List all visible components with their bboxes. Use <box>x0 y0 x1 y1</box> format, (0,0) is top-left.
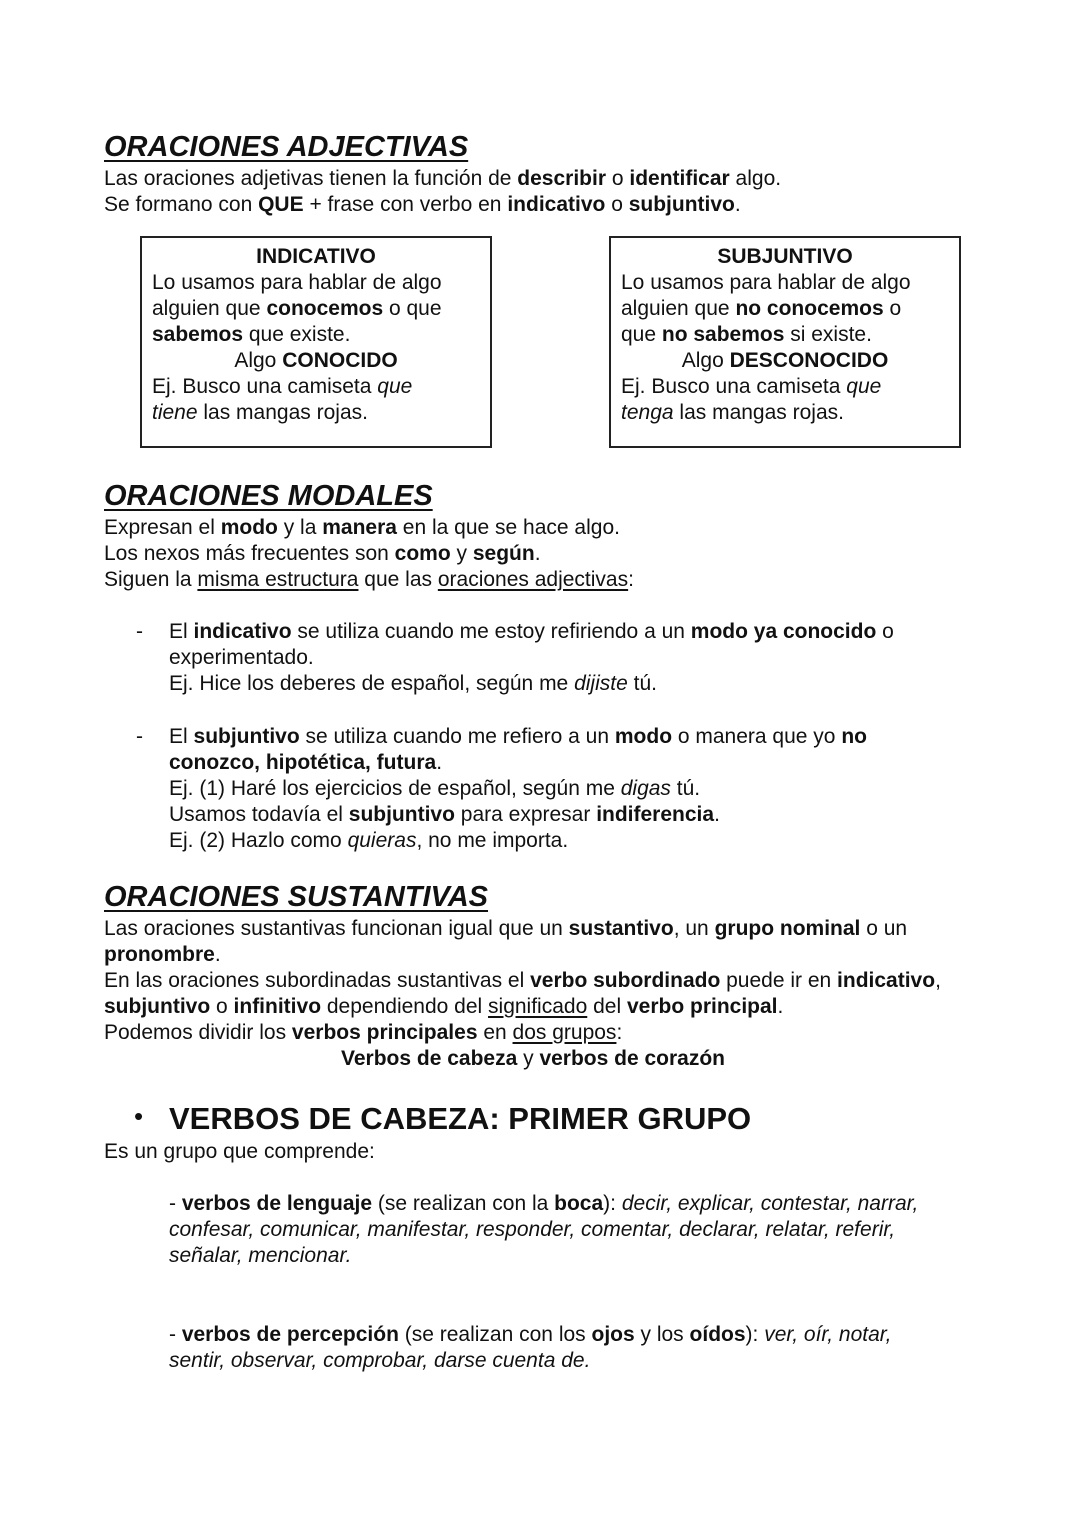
indicativo-line-1: Lo usamos para hablar de algo <box>152 271 442 294</box>
verbos-percepcion-item <box>169 1322 891 1374</box>
modales-paragraph-2: Los nexos más frecuentes son como y según. <box>104 542 541 565</box>
lenguaje-line-1: - verbos de lenguaje (se realizan con la boca): decir, explicar, contestar, narrar, <box>169 1192 919 1215</box>
modales-item1-line-2: experimentado. <box>169 646 314 669</box>
subjuntivo-title: SUBJUNTIVO <box>717 245 853 268</box>
modales-item-subjuntivo <box>169 724 867 854</box>
indicativo-line-4: Algo CONOCIDO <box>234 349 398 372</box>
heading-adjetivas: ORACIONES ADJECTIVAS <box>104 131 469 163</box>
modales-item2-line-4: Usamos todavía el subjuntivo para expresar indiferencia. <box>169 803 720 826</box>
adjetivas-paragraph-1: Las oraciones adjetivas tienen la función de describir o identificar algo. <box>104 167 782 190</box>
lenguaje-line-2: confesar, comunicar, manifestar, responder, comentar, declarar, relatar, referir, <box>169 1218 896 1241</box>
sustantivas-groups-line: Verbos de cabeza y verbos de corazón <box>341 1047 725 1070</box>
sustantivas-line-4: subjuntivo o infinitivo dependiendo del significado del verbo principal. <box>104 995 784 1018</box>
lenguaje-line-3: señalar, mencionar. <box>169 1244 352 1267</box>
indicativo-line-3: sabemos que existe. <box>152 323 351 346</box>
subjuntivo-line-3: que no sabemos si existe. <box>621 323 872 346</box>
modales-item2-line-2: conozco, hipotética, futura. <box>169 751 443 774</box>
dash-marker-1: - <box>136 620 143 643</box>
subjuntivo-example-2: tenga las mangas rojas. <box>621 401 844 424</box>
percepcion-line-2: sentir, observar, comprobar, darse cuenta de. <box>169 1349 591 1372</box>
indicativo-line-2: alguien que conocemos o que <box>152 297 442 320</box>
modales-item2-line-1: El subjuntivo se utiliza cuando me refiero a un modo o manera que yo no <box>169 725 867 748</box>
modales-paragraph-3: Siguen la misma estructura que las oraciones adjectivas: <box>104 568 634 591</box>
bullet-icon: • <box>134 1101 144 1131</box>
subjuntivo-line-1: Lo usamos para hablar de algo <box>621 271 911 294</box>
modales-item2-example-1: Ej. (1) Haré los ejercicios de español, según me digas tú. <box>169 777 701 800</box>
percepcion-line-1: - verbos de percepción (se realizan con los ojos y los oídos): ver, oír, notar, <box>169 1323 892 1346</box>
dash-marker-2: - <box>136 725 143 748</box>
modales-item1-line-1: El indicativo se utiliza cuando me estoy refiriendo a un modo ya conocido o <box>169 620 894 643</box>
subjuntivo-box <box>609 236 961 448</box>
heading-sustantivas: ORACIONES SUSTANTIVAS <box>104 881 489 913</box>
heading-verbos-cabeza: VERBOS DE CABEZA: PRIMER GRUPO <box>169 1101 752 1136</box>
sustantivas-line-2: pronombre. <box>104 943 221 966</box>
heading-modales: ORACIONES MODALES <box>104 480 433 512</box>
sustantivas-line-3: En las oraciones subordinadas sustantivas el verbo subordinado puede ir en indicativo, <box>104 969 941 992</box>
modales-item-indicativo <box>169 619 894 697</box>
indicativo-example-1: Ej. Busco una camiseta que <box>152 375 413 398</box>
modales-paragraph-1: Expresan el modo y la manera en la que se hace algo. <box>104 516 620 539</box>
indicativo-box <box>140 236 492 448</box>
indicativo-example-2: tiene las mangas rojas. <box>152 401 368 424</box>
subjuntivo-line-4: Algo DESCONOCIDO <box>681 349 889 372</box>
modales-item2-example-2: Ej. (2) Hazlo como quieras, no me importa. <box>169 829 569 852</box>
cabeza-intro: Es un grupo que comprende: <box>104 1140 375 1163</box>
indicativo-title: INDICATIVO <box>256 245 376 268</box>
modales-item1-example: Ej. Hice los deberes de español, según me dijiste tú. <box>169 672 657 695</box>
sustantivas-line-5: Podemos dividir los verbos principales en dos grupos: <box>104 1021 623 1044</box>
subjuntivo-line-2: alguien que no conocemos o <box>621 297 902 320</box>
subjuntivo-example-1: Ej. Busco una camiseta que <box>621 375 882 398</box>
verbos-lenguaje-item <box>169 1191 918 1269</box>
adjetivas-paragraph-2: Se formano con QUE + frase con verbo en indicativo o subjuntivo. <box>104 193 741 216</box>
sustantivas-line-1: Las oraciones sustantivas funcionan igual que un sustantivo, un grupo nominal o un <box>104 917 908 940</box>
